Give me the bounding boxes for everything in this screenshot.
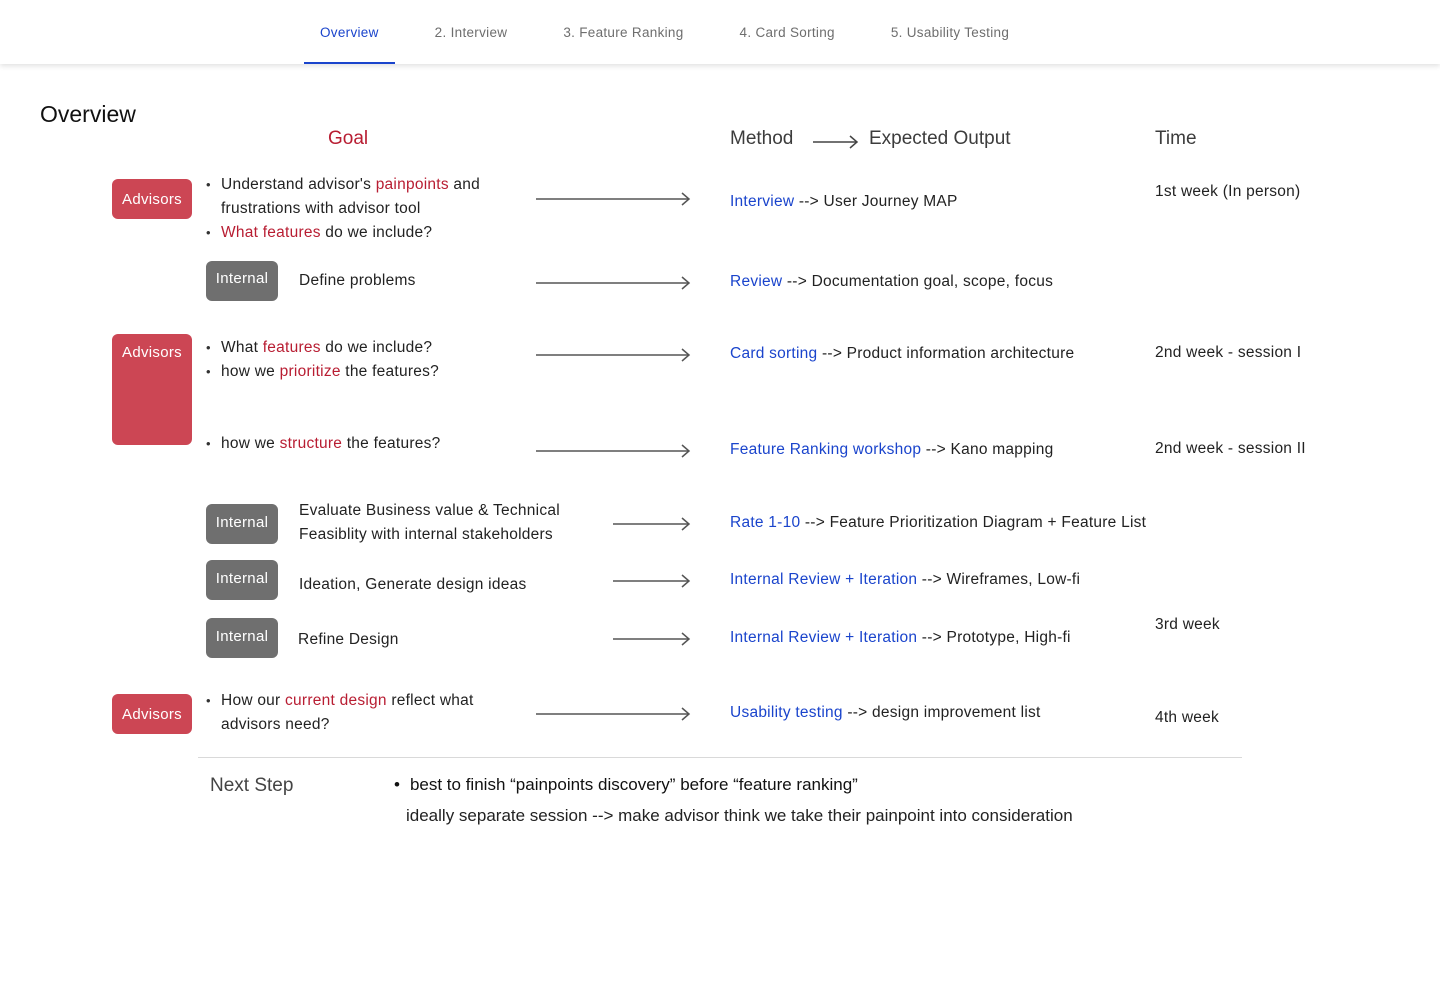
goal-text: how we bbox=[221, 363, 280, 380]
row1-time: 1st week (In person) bbox=[1155, 183, 1301, 200]
goal-text: reflect what bbox=[386, 692, 474, 709]
list-item bbox=[206, 173, 480, 221]
method-rate: Rate 1-10 bbox=[730, 514, 801, 531]
internal-badge-label: Internal bbox=[215, 628, 269, 645]
row8-goal-list bbox=[206, 689, 474, 737]
internal-badge-label: Internal bbox=[215, 270, 269, 287]
row6-method-output bbox=[730, 568, 1080, 592]
advisors-badge bbox=[112, 334, 192, 445]
page-title: Overview bbox=[40, 101, 136, 127]
tab-usability-testing[interactable]: 5. Usability Testing bbox=[890, 24, 1010, 40]
row6-goal: Ideation, Generate design ideas bbox=[299, 576, 527, 593]
tab-list bbox=[292, 0, 1037, 64]
time-column-heading: Time bbox=[1155, 128, 1197, 149]
expected-output: --> Product information architecture bbox=[817, 345, 1075, 362]
row4-method-output bbox=[730, 438, 1053, 462]
row2-goal: Define problems bbox=[299, 272, 416, 289]
list-item bbox=[206, 221, 480, 245]
arrow-icon bbox=[536, 348, 692, 362]
advisors-badge bbox=[112, 179, 192, 219]
goal-highlight: prioritize bbox=[279, 363, 341, 380]
row1-goal-list bbox=[206, 173, 480, 245]
goal-text: Feasiblity with internal stakeholders bbox=[299, 526, 553, 543]
goal-text: frustrations with advisor tool bbox=[221, 200, 421, 217]
row5-goal bbox=[299, 499, 560, 547]
advisors-badge bbox=[112, 694, 192, 734]
bullet-icon: • bbox=[394, 775, 400, 794]
goal-text: Evaluate Business value & Technical bbox=[299, 502, 560, 519]
row4-goal-list bbox=[206, 432, 440, 456]
arrow-icon bbox=[613, 517, 692, 531]
tab-feature-ranking[interactable]: 3. Feature Ranking bbox=[563, 24, 684, 40]
row7-method-output bbox=[730, 626, 1071, 650]
goal-text: Understand advisor's bbox=[221, 176, 376, 193]
advisors-badge-label: Advisors bbox=[122, 705, 182, 723]
internal-badge bbox=[206, 504, 278, 544]
row2-method-output bbox=[730, 270, 1053, 294]
method-review: Review bbox=[730, 273, 783, 290]
arrow-icon bbox=[613, 574, 692, 588]
list-item bbox=[206, 336, 439, 360]
goal-text: the features? bbox=[340, 363, 439, 380]
method-usability-testing: Usability testing bbox=[730, 704, 843, 721]
row1-method-output bbox=[730, 190, 958, 214]
output-column-heading: Expected Output bbox=[869, 128, 1011, 149]
row7-goal: Refine Design bbox=[298, 631, 399, 648]
goal-text: How our bbox=[221, 692, 286, 709]
advisors-badge-label: Advisors bbox=[122, 190, 182, 208]
internal-badge bbox=[206, 618, 278, 658]
internal-badge-label: Internal bbox=[215, 570, 269, 587]
next-step-heading: Next Step bbox=[210, 775, 294, 796]
goal-column-heading: Goal bbox=[328, 128, 369, 149]
row3-method-output bbox=[730, 342, 1074, 366]
arrow-icon bbox=[536, 444, 692, 458]
goal-text: do we include? bbox=[320, 339, 433, 356]
tab-bar bbox=[0, 0, 1440, 64]
arrow-icon bbox=[536, 707, 692, 721]
expected-output: --> Wireframes, Low-fi bbox=[917, 571, 1081, 588]
internal-badge bbox=[206, 560, 278, 600]
method-output-arrow-icon bbox=[813, 135, 859, 149]
list-item bbox=[206, 432, 440, 456]
list-item bbox=[206, 360, 439, 384]
expected-output: --> design improvement list bbox=[842, 704, 1041, 721]
goal-highlight: What features bbox=[221, 224, 321, 241]
goal-text: do we include? bbox=[320, 224, 433, 241]
row8-time: 4th week bbox=[1155, 709, 1220, 726]
next-step-bullet-text: best to finish “painpoints discovery” before “feature ranking” bbox=[409, 775, 858, 794]
tab-overview[interactable]: Overview bbox=[292, 0, 407, 64]
goal-text: the features? bbox=[342, 435, 441, 452]
arrow-icon bbox=[613, 632, 692, 646]
arrow-icon bbox=[536, 192, 692, 206]
goal-highlight: current design bbox=[285, 692, 387, 709]
row8-method-output bbox=[730, 701, 1041, 725]
internal-badge bbox=[206, 261, 278, 301]
expected-output: --> Documentation goal, scope, focus bbox=[782, 273, 1054, 290]
next-step-note: ideally separate session --> make advisor think we take their painpoint into consideration bbox=[406, 806, 1073, 825]
internal-badge-label: Internal bbox=[215, 514, 269, 531]
tab-card-sorting[interactable]: 4. Card Sorting bbox=[739, 24, 835, 40]
goal-highlight: structure bbox=[279, 435, 343, 452]
method-internal-review: Internal Review + Iteration bbox=[730, 571, 918, 588]
goal-highlight: features bbox=[262, 339, 321, 356]
goal-text: how we bbox=[221, 435, 280, 452]
method-interview: Interview bbox=[730, 193, 795, 210]
method-internal-review: Internal Review + Iteration bbox=[730, 629, 918, 646]
row3-goal-list bbox=[206, 336, 439, 384]
tab-interview[interactable]: 2. Interview bbox=[434, 24, 508, 40]
next-step-bullet bbox=[394, 775, 858, 795]
goal-text: and bbox=[448, 176, 481, 193]
expected-output: --> Feature Prioritization Diagram + Feature List bbox=[800, 514, 1147, 531]
method-feature-ranking-workshop: Feature Ranking workshop bbox=[730, 441, 922, 458]
method-column-heading: Method bbox=[730, 128, 794, 149]
list-item bbox=[206, 689, 474, 737]
row7-time: 3rd week bbox=[1155, 616, 1220, 633]
row4-time: 2nd week - session II bbox=[1155, 440, 1306, 457]
row5-method-output bbox=[730, 511, 1146, 535]
advisors-badge-label: Advisors bbox=[122, 344, 182, 361]
row3-time: 2nd week - session I bbox=[1155, 344, 1302, 361]
method-card-sorting: Card sorting bbox=[730, 345, 818, 362]
goal-text: What bbox=[221, 339, 263, 356]
expected-output: --> Prototype, High-fi bbox=[917, 629, 1071, 646]
goal-text: advisors need? bbox=[221, 716, 330, 733]
expected-output: --> Kano mapping bbox=[921, 441, 1054, 458]
expected-output: --> User Journey MAP bbox=[794, 193, 958, 210]
goal-highlight: painpoints bbox=[375, 176, 449, 193]
arrow-icon bbox=[536, 276, 692, 290]
divider bbox=[198, 757, 1242, 758]
